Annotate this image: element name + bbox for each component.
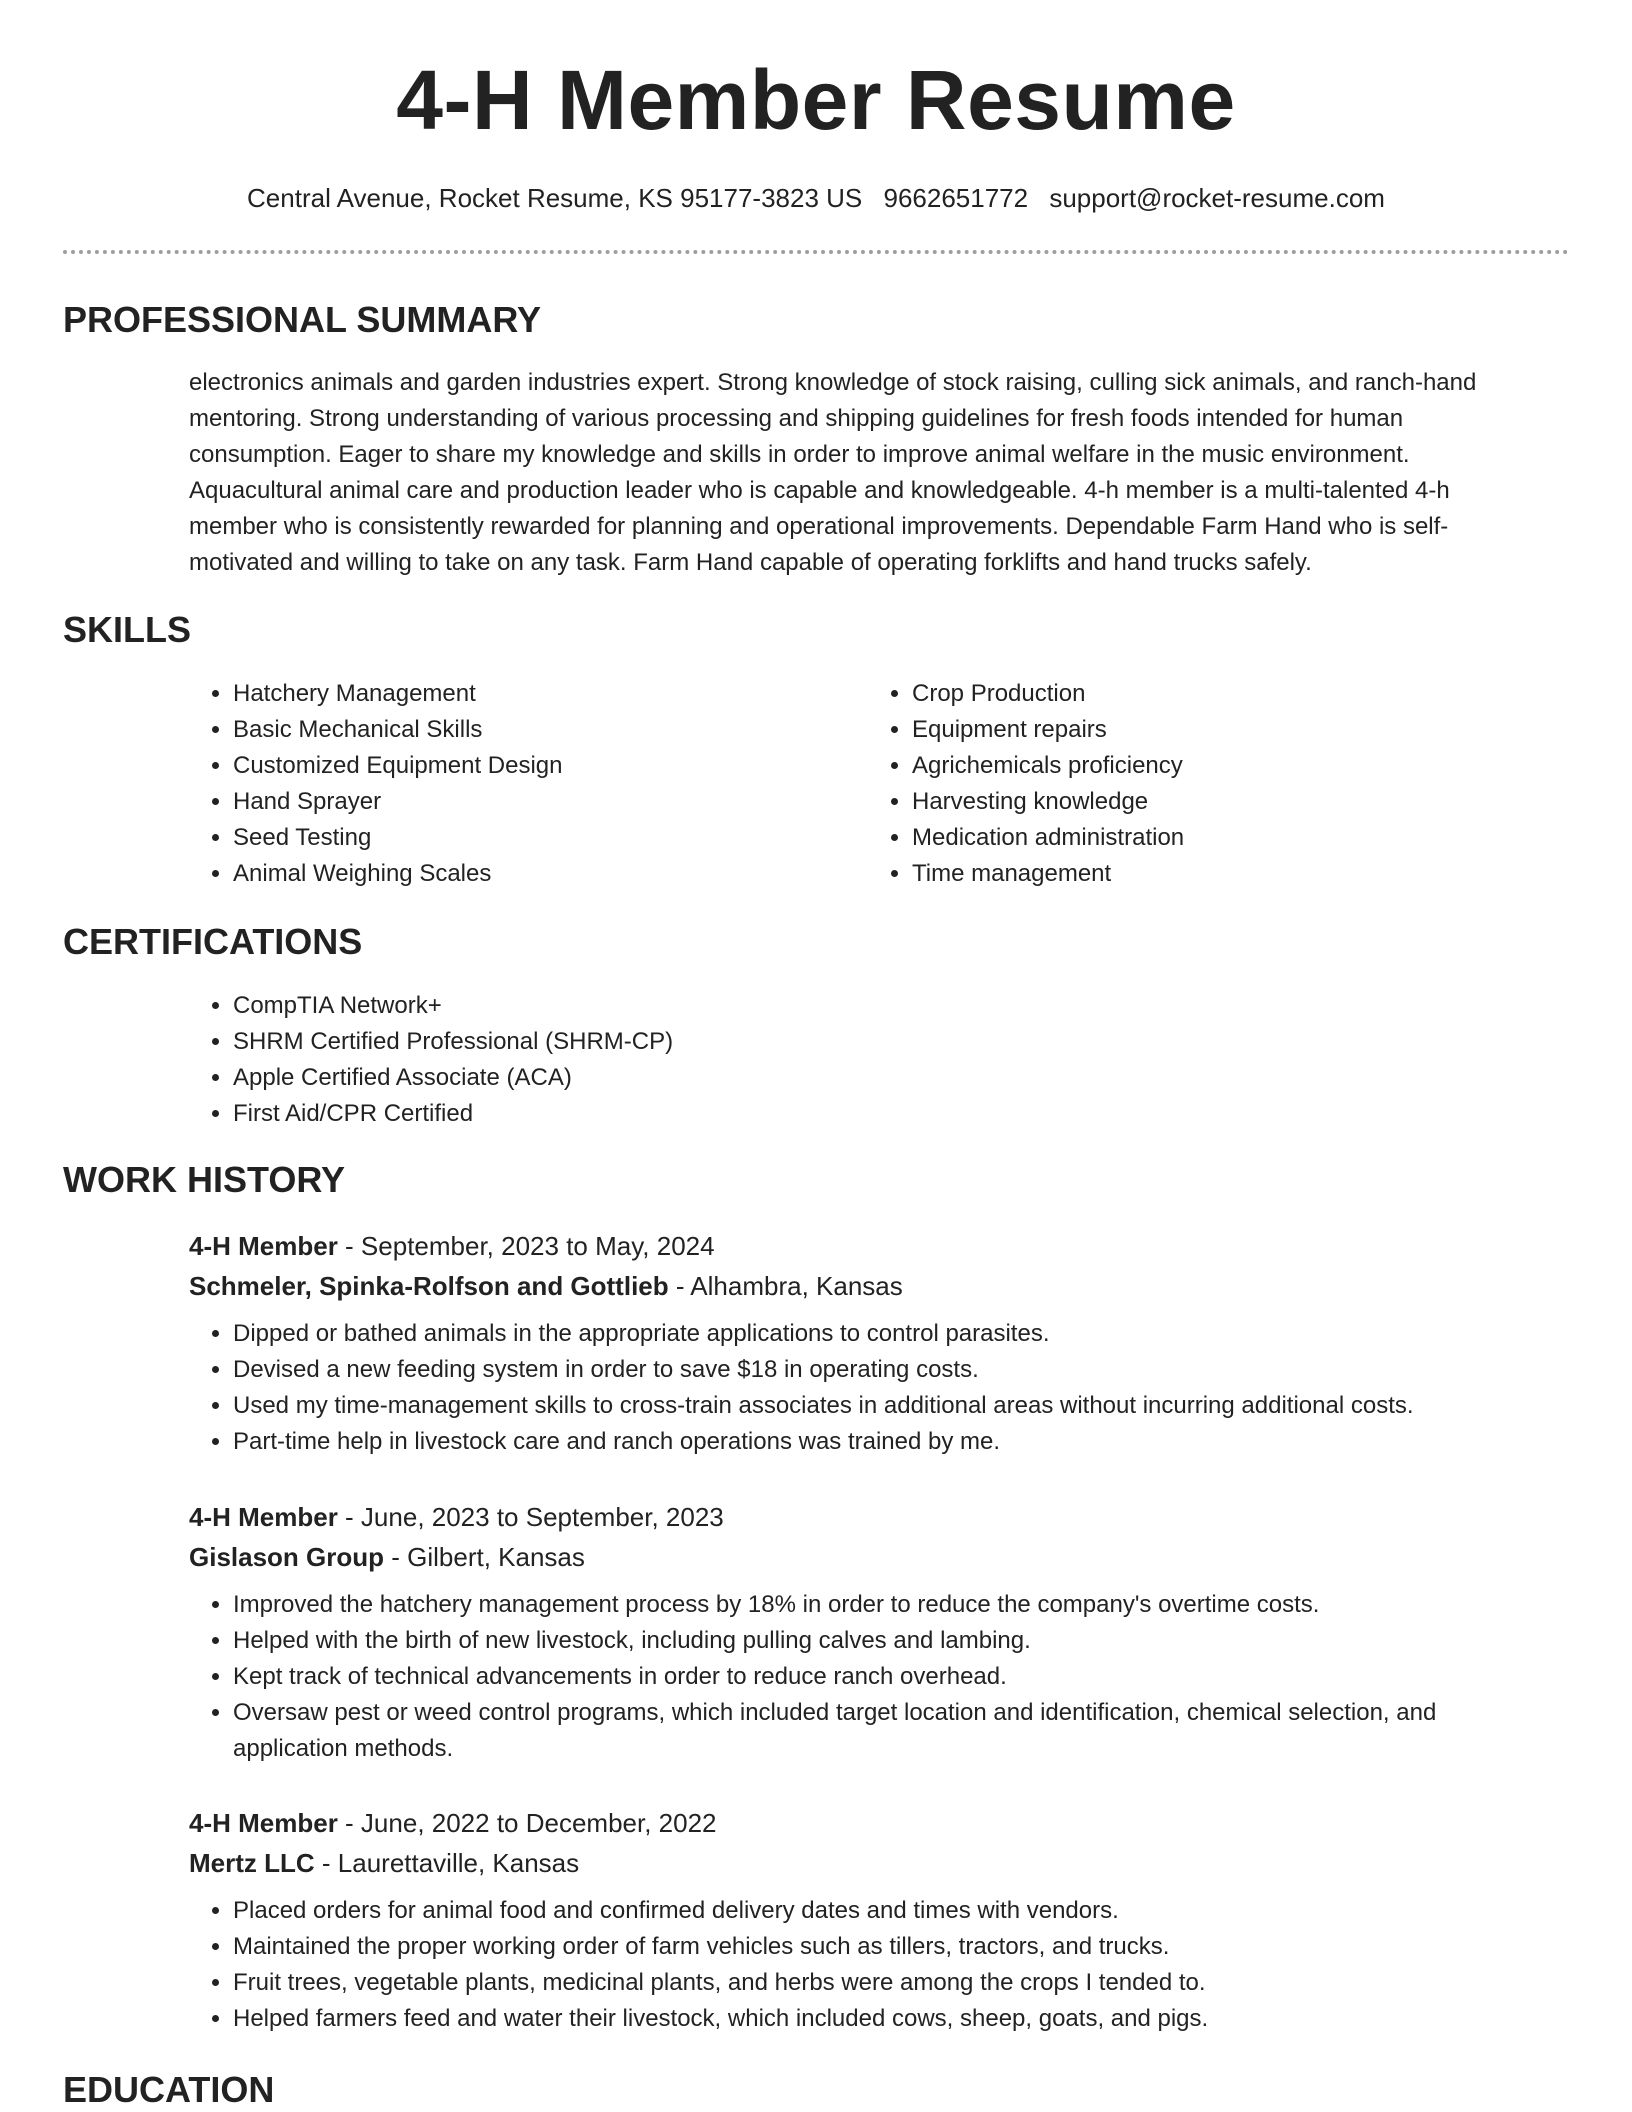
job-title: 4-H Member xyxy=(189,1502,338,1532)
job-entry xyxy=(189,1226,1529,1460)
job-dates: - June, 2022 to December, 2022 xyxy=(337,1808,717,1838)
job-location: - Alhambra, Kansas xyxy=(668,1271,903,1301)
job-bullet: • Placed orders for animal food and confirmed delivery dates and times with vendors. xyxy=(233,1893,1529,1929)
job-bullet: • Used my time-management skills to cross-train associates in additional areas without incurring additional costs. xyxy=(233,1388,1529,1424)
skill-item: • Hand Sprayer xyxy=(233,784,789,820)
header-divider xyxy=(63,250,1569,254)
skills-heading: SKILLS xyxy=(63,609,192,650)
job-bullet: • Part-time help in livestock care and ranch operations was trained by me. xyxy=(233,1424,1529,1460)
work-history-heading: WORK HISTORY xyxy=(63,1159,346,1200)
certification-item: • SHRM Certified Professional (SHRM-CP) xyxy=(233,1024,1529,1060)
job-dates: - June, 2023 to September, 2023 xyxy=(337,1502,724,1532)
job-company: Gislason Group xyxy=(189,1542,385,1572)
certification-item: • Apple Certified Associate (ACA) xyxy=(233,1060,1529,1096)
job-location: - Gilbert, Kansas xyxy=(384,1542,585,1572)
contact-email: support@rocket-resume.com xyxy=(1049,183,1385,213)
job-bullet: • Fruit trees, vegetable plants, medicinal plants, and herbs were among the crops I tended to. xyxy=(233,1965,1529,2001)
job-bullet: • Maintained the proper working order of farm vehicles such as tillers, tractors, and trucks. xyxy=(233,1929,1529,1965)
certifications-list xyxy=(189,988,1529,1132)
job-bullet: • Oversaw pest or weed control programs, which included target location and identification, chemical selection, and application methods. xyxy=(233,1695,1529,1767)
job-dates: - September, 2023 to May, 2024 xyxy=(337,1231,715,1261)
skill-item: • Crop Production xyxy=(912,676,1468,712)
skill-item: • Time management xyxy=(912,856,1468,892)
skill-item: • Customized Equipment Design xyxy=(233,748,789,784)
job-title-line xyxy=(189,1803,1529,1843)
resume-title: 4-H Member Resume xyxy=(396,53,1236,147)
job-location: - Laurettaville, Kansas xyxy=(314,1848,580,1878)
skills-column-right xyxy=(868,676,1468,892)
job-title-line xyxy=(189,1226,1529,1266)
skills-column-left xyxy=(189,676,789,892)
skill-item: • Equipment repairs xyxy=(912,712,1468,748)
skill-item: • Harvesting knowledge xyxy=(912,784,1468,820)
job-bullet: • Devised a new feeding system in order to save $18 in operating costs. xyxy=(233,1352,1529,1388)
skill-item: • Seed Testing xyxy=(233,820,789,856)
job-entry xyxy=(189,1803,1529,2037)
job-title-line xyxy=(189,1497,1529,1537)
job-entry xyxy=(189,1497,1529,1767)
job-bullet: • Kept track of technical advancements in order to reduce ranch overhead. xyxy=(233,1659,1529,1695)
job-company-line xyxy=(189,1537,1529,1577)
job-bullet: • Dipped or bathed animals in the appropriate applications to control parasites. xyxy=(233,1316,1529,1352)
skill-item: • Medication administration xyxy=(912,820,1468,856)
skill-item: • Animal Weighing Scales xyxy=(233,856,789,892)
skill-item: • Agrichemicals proficiency xyxy=(912,748,1468,784)
job-company: Mertz LLC xyxy=(189,1848,315,1878)
job-company-line xyxy=(189,1266,1529,1306)
job-bullet: • Improved the hatchery management process by 18% in order to reduce the company's overtime costs. xyxy=(233,1587,1529,1623)
contact-line xyxy=(0,182,1632,216)
job-title: 4-H Member xyxy=(189,1808,338,1838)
skill-item: • Hatchery Management xyxy=(233,676,789,712)
summary-heading: PROFESSIONAL SUMMARY xyxy=(63,299,542,340)
education-heading: EDUCATION xyxy=(63,2069,275,2110)
certification-item: • CompTIA Network+ xyxy=(233,988,1529,1024)
summary-text: electronics animals and garden industries expert. Strong knowledge of stock raising, culling sick animals, and ranch-hand mentoring. Strong understanding of various processing and shipping guidelines for fresh foods intended for human consumption. Eager to share my knowledge and skills in order to improve animal welfare in the music environment. Aquacultural animal care and production leader who is capable and knowledgeable. 4-h member is a multi-talented 4-h member who is consistently rewarded for planning and operational improvements. Dependable Farm Hand who is self-motivated and willing to take on any task. Farm Hand capable of operating forklifts and hand trucks safely. xyxy=(189,369,1477,576)
job-company: Schmeler, Spinka-Rolfson and Gottlieb xyxy=(189,1271,669,1301)
job-bullet: • Helped farmers feed and water their livestock, which included cows, sheep, goats, and pigs. xyxy=(233,2001,1529,2037)
certification-item: • First Aid/CPR Certified xyxy=(233,1096,1529,1132)
job-bullet: • Helped with the birth of new livestock, including pulling calves and lambing. xyxy=(233,1623,1529,1659)
contact-phone: 9662651772 xyxy=(883,183,1029,213)
job-title: 4-H Member xyxy=(189,1231,338,1261)
contact-address: Central Avenue, Rocket Resume, KS 95177-3823 US xyxy=(247,183,863,213)
job-company-line xyxy=(189,1843,1529,1883)
skill-item: • Basic Mechanical Skills xyxy=(233,712,789,748)
certifications-heading: CERTIFICATIONS xyxy=(63,921,363,962)
